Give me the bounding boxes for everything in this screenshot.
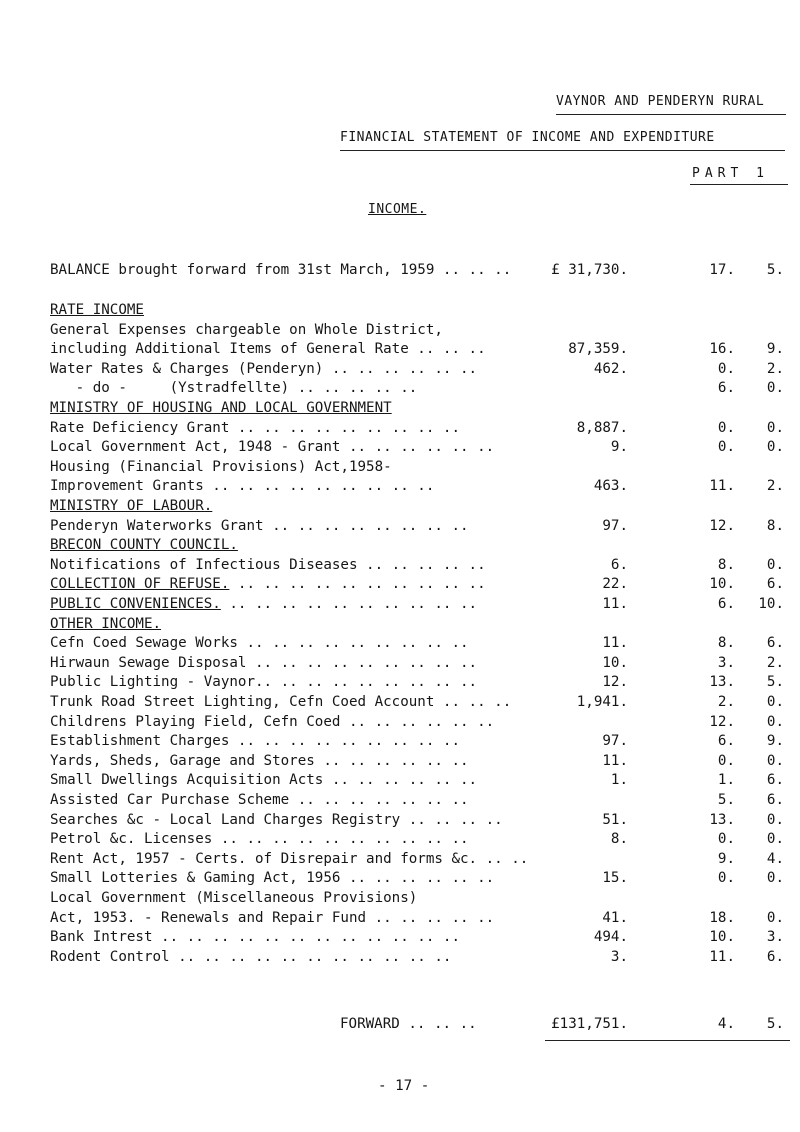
item-shillings: 13. [709,674,735,691]
page-number: - 17 - [378,1078,430,1094]
income-item-row [50,674,790,694]
item-pence: 9. [766,341,784,358]
section-heading: MINISTRY OF LABOUR. [50,498,213,514]
part-label: PART 1 [692,166,769,181]
section-heading: OTHER INCOME. [50,615,162,632]
item-shillings: 6. [717,380,735,397]
item-pounds: 9. [610,439,628,456]
balance-shillings: 17. [709,262,735,278]
income-item-row [50,929,790,949]
section-heading: BRECON COUNTY COUNCIL. [50,537,238,554]
item-label: - do - (Ystradfellte) .. .. .. .. .. [50,380,418,397]
total-underline [545,1040,790,1041]
item-pounds: 3. [610,948,628,965]
item-shillings: 0. [717,870,735,887]
item-pence: 4. [766,850,784,867]
item-pence: 9. [766,733,784,750]
item-label: Establishment Charges .. .. .. .. .. .. .. .. .. [50,733,460,750]
income-item-row [50,910,790,930]
income-item-row [50,361,790,381]
item-label: Improvement Grants .. .. .. .. .. .. .. .. .. [50,478,435,495]
forward-pence: 5. [766,1016,784,1032]
income-item-row [50,518,790,538]
item-pence: 10. [758,596,784,612]
item-pence: 0. [766,811,784,828]
item-pounds: 11. [602,752,628,769]
income-item-row [50,772,790,792]
item-pounds: 8. [610,831,628,848]
balance-pence: 5. [766,262,784,278]
item-shillings: 12. [709,713,735,730]
item-pounds: 51. [602,811,628,828]
item-label: Small Lotteries & Gaming Act, 1956 .. .. .. .. .. .. [50,870,495,887]
item-shillings: 8. [717,635,735,652]
income-item-row [50,792,790,812]
income-item-row [50,812,790,832]
item-shillings: 0. [717,831,735,848]
item-label: Public Lighting - Vaynor.. .. .. .. .. .. .. .. .. [50,674,478,691]
item-shillings: 0. [717,439,735,456]
forward-label: FORWARD .. .. .. [340,1016,477,1032]
item-label: Searches &c - Local Land Charges Registry .. .. .. .. [50,811,503,828]
section-heading-row [50,400,790,420]
item-label: Hirwaun Sewage Disposal .. .. .. .. .. .. .. .. .. [50,654,478,671]
income-item-row [50,322,790,342]
item-pence: 6. [766,792,784,808]
income-item-row [50,753,790,773]
item-label: Cefn Coed Sewage Works .. .. .. .. .. .. .. .. .. [50,635,469,652]
statement-title: FINANCIAL STATEMENT OF INCOME AND EXPENDITURE [340,130,715,145]
item-pence: 0. [766,419,784,436]
item-label: General Expenses chargeable on Whole District, [50,321,443,338]
income-item-row [50,380,790,400]
item-pounds: 462. [593,360,628,377]
item-pence: 0. [766,831,784,848]
item-shillings: 10. [709,576,735,593]
income-item-row [50,557,790,577]
item-shillings: 1. [717,772,735,789]
item-pence: 5. [766,674,784,691]
item-label: Housing (Financial Provisions) Act,1958- [50,458,392,475]
income-item-row [50,478,790,498]
item-pence: 0. [766,694,784,710]
item-pence: 0. [766,870,784,887]
item-shillings: 12. [709,517,735,534]
income-item-row [50,870,790,890]
item-pounds: 97. [602,733,628,750]
item-pounds: 1,941. [576,694,628,710]
section-heading: PUBLIC CONVENIENCES. .. .. .. .. .. .. .. .. .. .. [50,596,478,612]
item-label: Rent Act, 1957 - Certs. of Disrepair and forms &c. .. .. [50,850,529,867]
item-shillings: 0. [717,752,735,769]
item-pounds: 15. [602,870,628,887]
item-pence: 0. [766,713,784,730]
balance-row [50,262,790,282]
section-heading: COLLECTION OF REFUSE. .. .. .. .. .. .. .. .. .. .. [50,576,486,593]
section-heading-row [50,302,790,322]
income-section-title: INCOME. [368,202,427,217]
item-label: Trunk Road Street Lighting, Cefn Coed Account .. .. .. [50,694,512,710]
forward-pounds: £131,751. [551,1016,628,1032]
item-pence: 6. [766,635,784,652]
item-shillings: 11. [709,478,735,495]
forward-row [50,1016,790,1036]
section-heading-row [50,616,790,636]
section-heading-row [50,498,790,518]
council-title: VAYNOR AND PENDERYN RURAL [556,94,765,109]
item-shillings: 5. [717,792,735,808]
item-pence: 0. [766,556,784,573]
income-item-row [50,831,790,851]
item-pounds: 22. [602,576,628,593]
item-shillings: 11. [709,948,735,965]
income-item-row [50,341,790,361]
item-pounds: 463. [593,478,628,495]
item-pounds: 97. [602,517,628,534]
item-pence: 0. [766,752,784,769]
item-label: Childrens Playing Field, Cefn Coed .. .. .. .. .. .. [50,713,495,730]
item-shillings: 9. [717,850,735,867]
item-label: Assisted Car Purchase Scheme .. .. .. .. .. .. .. [50,792,469,808]
income-item-row [50,420,790,440]
item-label: Penderyn Waterworks Grant .. .. .. .. .. .. .. .. [50,517,469,534]
balance-label: BALANCE brought forward from 31st March, 1959 .. .. .. [50,262,512,278]
balance-pounds: £ 31,730. [551,262,628,278]
item-label: Local Government (Miscellaneous Provisions) [50,890,418,906]
item-shillings: 16. [709,341,735,358]
item-label: Rodent Control .. .. .. .. .. .. .. .. .. .. .. [50,948,452,965]
item-pence: 6. [766,948,784,965]
item-shillings: 0. [717,360,735,377]
item-pounds: 10. [602,654,628,671]
item-shillings: 18. [709,909,735,926]
item-label: Act, 1953. - Renewals and Repair Fund .. .. .. .. .. [50,909,495,926]
item-pence: 6. [766,772,784,789]
item-label: Notifications of Infectious Diseases .. .. .. .. .. [50,556,486,573]
item-shillings: 13. [709,811,735,828]
item-label: Yards, Sheds, Garage and Stores .. .. .. .. .. .. [50,752,469,769]
item-pence: 0. [766,380,784,397]
item-pounds: 11. [602,596,628,612]
income-item-row [50,459,790,479]
item-pence: 8. [766,517,784,534]
item-pence: 2. [766,478,784,495]
income-item-row [50,635,790,655]
income-item-row [50,439,790,459]
item-pence: 6. [766,576,784,593]
item-pounds: 41. [602,909,628,926]
income-item-row [50,949,790,969]
item-pence: 3. [766,929,784,946]
item-label: Water Rates & Charges (Penderyn) .. .. .. .. .. .. [50,360,478,377]
income-item-row [50,851,790,871]
item-shillings: 6. [717,733,735,750]
item-shillings: 0. [717,419,735,436]
forward-shillings: 4. [717,1016,735,1032]
income-item-row [50,655,790,675]
item-pence: 0. [766,439,784,456]
income-item-row [50,890,790,910]
section-heading: MINISTRY OF HOUSING AND LOCAL GOVERNMENT [50,400,392,416]
part-underline [690,184,788,185]
item-label: Bank Intrest .. .. .. .. .. .. .. .. .. .. .. .. [50,929,460,946]
section-heading: RATE INCOME [50,302,144,318]
item-shillings: 2. [717,694,735,710]
item-shillings: 8. [717,556,735,573]
item-label: Small Dwellings Acquisition Acts .. .. .. .. .. .. [50,772,478,789]
item-label: Local Government Act, 1948 - Grant .. .. .. .. .. .. [50,439,495,456]
item-pounds: 6. [610,556,628,573]
item-pence: 2. [766,654,784,671]
item-pence: 2. [766,360,784,377]
item-shillings: 3. [717,654,735,671]
item-shillings: 6. [717,596,735,612]
section-heading-row [50,537,790,557]
income-item-row [50,714,790,734]
section-heading-row [50,576,790,596]
item-label: Rate Deficiency Grant .. .. .. .. .. .. .. .. .. [50,419,460,436]
item-shillings: 10. [709,929,735,946]
item-pounds: 494. [593,929,628,946]
item-pence: 0. [766,909,784,926]
title-underline [556,114,786,115]
item-label: Petrol &c. Licenses .. .. .. .. .. .. .. .. .. .. [50,831,469,848]
income-item-row [50,694,790,714]
item-pounds: 1. [610,772,628,789]
item-pounds: 8,887. [576,419,628,436]
item-label: including Additional Items of General Rate .. .. .. [50,341,486,358]
item-pounds: 11. [602,635,628,652]
item-pounds: 87,359. [568,341,628,358]
item-pounds: 12. [602,674,628,691]
section-heading-row [50,596,790,616]
income-item-row [50,733,790,753]
statement-underline [340,150,785,151]
